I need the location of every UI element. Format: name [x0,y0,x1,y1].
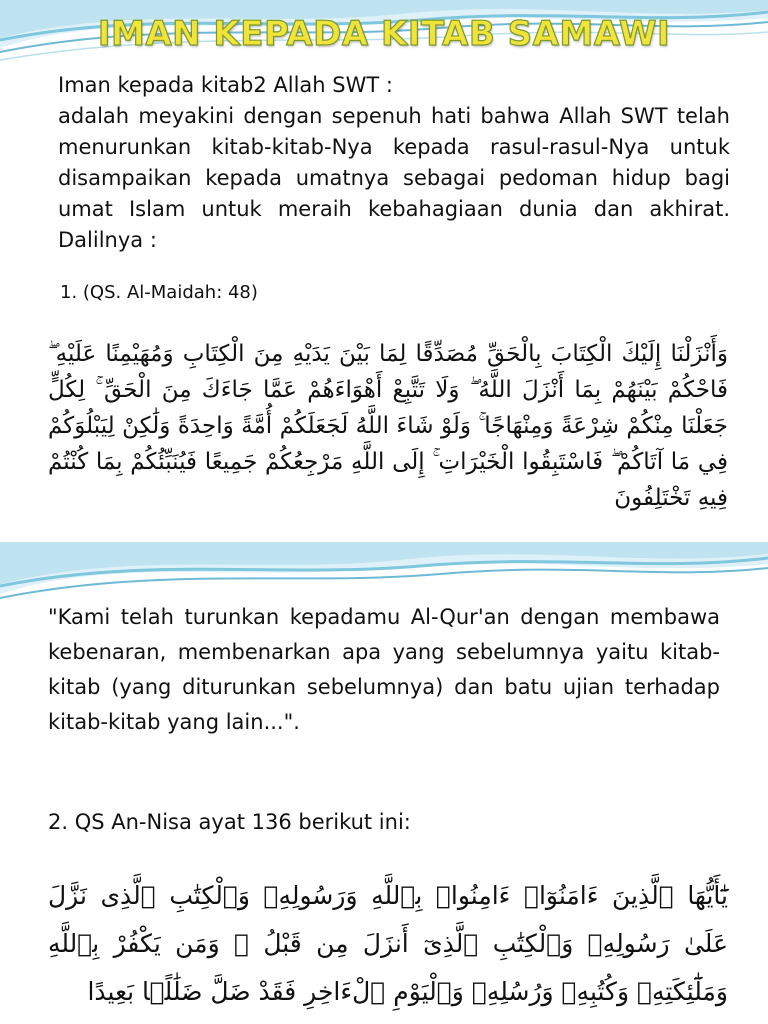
verse-reference-2: 2. QS An-Nisa ayat 136 berikut ini: [48,810,411,834]
intro-heading: Iman kepada kitab2 Allah SWT : [58,73,393,97]
intro-body: adalah meyakini dengan sepenuh hati bahwa Allah SWT telah menurunkan kitab-kitab-Nya kepada rasul-rasul-Nya untuk disampaikan kepada umatnya sebagai pedoman hidup bagi umat Islam untuk meraih kebahagiaan dunia dan akhirat. Dalilnya : [58,104,730,252]
slide-title: IMAN KEPADA KITAB SAMAWI [97,14,671,54]
slide-divider [0,526,768,542]
slide-2 [0,542,768,1024]
verse-translation: "Kami telah turunkan kepadamu Al-Qur'an dengan membawa kebenaran, membenarkan apa yang sebelumnya yaitu kitab-kitab (yang diturunkan sebelumnya) dan batu ujian terhadap kitab-kitab yang lain...". [48,605,720,734]
arabic-verse-an-nisa-136: يَٰٓأَيُّهَا ٱلَّذِينَ ءَامَنُوٓا۟ ءَامِنُوا۟ بِٱللَّهِ وَرَسُولِهِۦ وَٱلْكِتَٰبِ ٱلَّذِى نَزَّلَ عَلَىٰ رَسُولِهِۦ وَٱلْكِتَٰبِ ٱلَّذِىٓ أَنزَلَ مِن قَبْلُ ۚ وَمَن يَكْفُرْ بِٱللَّهِ وَمَلَٰٓئِكَتِهِۦ وَكُتُبِهِۦ وَرُسُلِهِۦ وَٱلْيَوْمِ ٱلْءَاخِرِ فَقَدْ ضَلَّ ضَلَٰلًۢا بَعِيدًا [48,881,728,1006]
arabic-verse-al-maidah-48: وَأَنْزَلْنَا إِلَيْكَ الْكِتَابَ بِالْحَقِّ مُصَدِّقًا لِمَا بَيْنَ يَدَيْهِ مِنَ الْكِتَابِ وَمُهَيْمِنًا عَلَيْهِ ۖ فَاحْكُمْ بَيْنَهُمْ بِمَا أَنْزَلَ اللَّهُ ۖ وَلَا تَتَّبِعْ أَهْوَاءَهُمْ عَمَّا جَاءَكَ مِنَ الْحَقِّ ۚ لِكُلٍّ جَعَلْنَا مِنْكُمْ شِرْعَةً وَمِنْهَاجًا ۚ وَلَوْ شَاءَ اللَّهُ لَجَعَلَكُمْ أُمَّةً وَاحِدَةً وَلَٰكِنْ لِيَبْلُوَكُمْ فِي مَا آتَاكُمْ ۖ فَاسْتَبِقُوا الْخَيْرَاتِ ۚ إِلَى اللَّهِ مَرْجِعُكُمْ جَمِيعًا فَيُنَبِّئُكُمْ بِمَا كُنْتُمْ فِيهِ تَخْتَلِفُونَ [48,341,728,511]
intro-text [58,70,730,256]
verse-reference-1: 1. (QS. Al-Maidah: 48) [60,282,258,303]
